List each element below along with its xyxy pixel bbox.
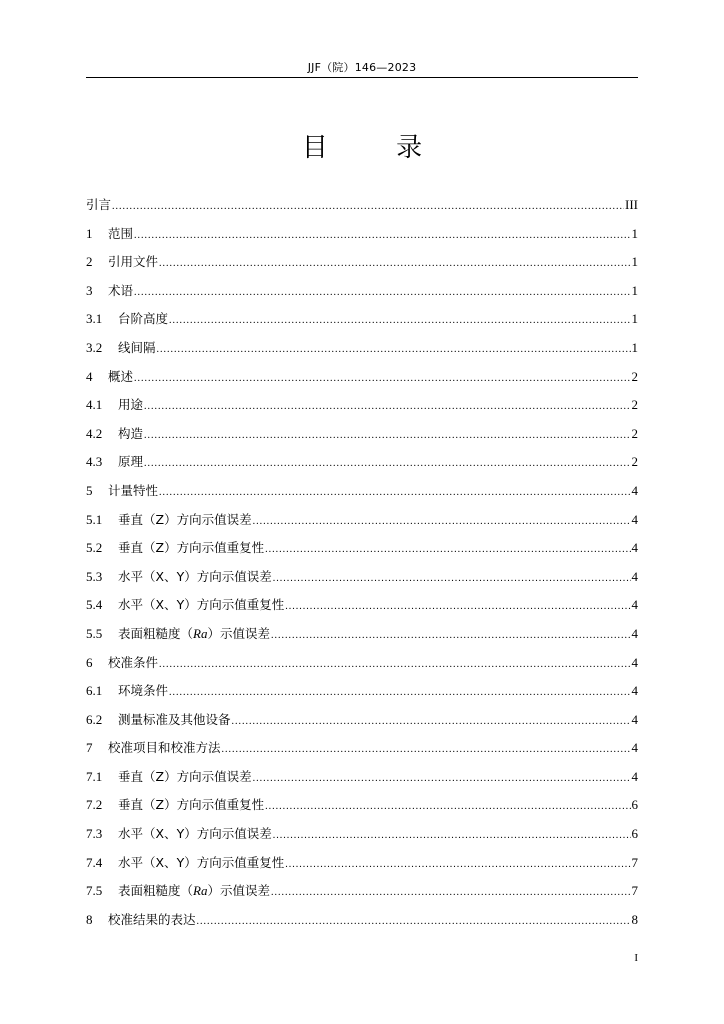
toc-entry-title: 垂直（Z）方向示值重复性 xyxy=(118,540,265,556)
toc-entry-title: 原理 xyxy=(118,454,144,470)
toc-entry-number: 7.5 xyxy=(86,883,103,899)
toc-entry[interactable] xyxy=(86,194,638,223)
toc-entry-page: 1 xyxy=(631,225,638,241)
toc-entry[interactable] xyxy=(86,480,638,509)
toc-entry-page: 2 xyxy=(631,397,638,413)
toc-entry-title: 引用文件 xyxy=(108,254,159,270)
toc-dot-leader xyxy=(222,739,631,761)
toc-entry-page: 8 xyxy=(631,911,638,927)
toc-entry-number: 6.1 xyxy=(86,683,103,699)
toc-entry-title: 引言 xyxy=(86,197,112,212)
toc-dot-leader xyxy=(144,425,630,447)
toc-entry-number: 8 xyxy=(86,911,93,927)
toc-entry[interactable] xyxy=(86,766,638,795)
toc-entry-number: 4.3 xyxy=(86,454,103,470)
toc-entry-page: 4 xyxy=(631,711,638,727)
toc-dot-leader xyxy=(112,196,624,218)
toc-entry-page: 4 xyxy=(631,683,638,699)
toc-entry-title: 水平（X、Y）方向示值误差 xyxy=(118,826,272,842)
toc-entry[interactable] xyxy=(86,308,638,337)
toc-entry-page: 2 xyxy=(631,368,638,384)
toc-entry-number: 5.2 xyxy=(86,540,103,556)
toc-entry[interactable] xyxy=(86,509,638,538)
toc-entry[interactable] xyxy=(86,852,638,881)
toc-entry-page: 2 xyxy=(631,454,638,470)
toc-entry[interactable] xyxy=(86,251,638,280)
toc-entry-page: 4 xyxy=(631,654,638,670)
toc-entry[interactable] xyxy=(86,366,638,395)
toc-entry[interactable] xyxy=(86,566,638,595)
toc-entry-page: 1 xyxy=(631,339,638,355)
toc-entry-title: 水平（X、Y）方向示值重复性 xyxy=(118,854,285,870)
toc-entry[interactable] xyxy=(86,709,638,738)
toc-entry-title: 术语 xyxy=(108,282,134,298)
toc-entry-title: 线间隔 xyxy=(118,339,156,355)
toc-entry-page: 2 xyxy=(631,425,638,441)
toc-entry-number: 7.1 xyxy=(86,768,103,784)
toc-entry[interactable] xyxy=(86,423,638,452)
toc-entry-title: 表面粗糙度（Ra）示值误差 xyxy=(118,883,270,899)
toc-entry-number: 5.3 xyxy=(86,568,103,584)
toc-dot-leader xyxy=(159,654,630,676)
toc-entry-title: 范围 xyxy=(108,225,134,241)
toc-entry-title: 概述 xyxy=(108,368,134,384)
toc-entry-title: 用途 xyxy=(118,397,144,413)
toc-entry-page: 4 xyxy=(631,511,638,527)
toc-entry-page: 1 xyxy=(631,311,638,327)
toc-entry-title: 表面粗糙度（Ra）示值误差 xyxy=(118,625,270,641)
toc-entry[interactable] xyxy=(86,823,638,852)
toc-entry[interactable] xyxy=(86,909,638,938)
toc-entry[interactable] xyxy=(86,594,638,623)
toc-entry-page: 4 xyxy=(631,540,638,556)
toc-entry-title: 测量标准及其他设备 xyxy=(118,711,231,727)
table-of-contents xyxy=(86,194,638,937)
toc-dot-leader xyxy=(285,596,630,618)
toc-entry-number: 4 xyxy=(86,368,93,384)
toc-entry[interactable] xyxy=(86,537,638,566)
toc-entry-title: 校准条件 xyxy=(108,654,159,670)
toc-entry-page: 6 xyxy=(631,797,638,813)
toc-entry-number: 5.5 xyxy=(86,625,103,641)
toc-entry-number: 7.4 xyxy=(86,854,103,870)
toc-dot-leader xyxy=(157,339,631,361)
toc-entry-number: 1 xyxy=(86,225,93,241)
toc-entry-title: 垂直（Z）方向示值误差 xyxy=(118,768,252,784)
toc-entry-number: 6.2 xyxy=(86,711,103,727)
toc-entry-title: 垂直（Z）方向示值重复性 xyxy=(118,797,265,813)
toc-entry-page: 1 xyxy=(631,254,638,270)
toc-entry-number: 4.2 xyxy=(86,425,103,441)
toc-dot-leader xyxy=(271,625,631,647)
toc-entry-number: 2 xyxy=(86,254,93,270)
toc-entry-page: 6 xyxy=(631,826,638,842)
toc-entry-number: 5 xyxy=(86,482,93,498)
toc-entry-page: 4 xyxy=(631,768,638,784)
toc-entry-number: 7 xyxy=(86,740,93,756)
toc-entry-title: 垂直（Z）方向示值误差 xyxy=(118,511,252,527)
toc-dot-leader xyxy=(253,511,631,533)
toc-entry-page: 4 xyxy=(631,568,638,584)
toc-entry-title: 校准项目和校准方法 xyxy=(108,740,221,756)
toc-entry[interactable] xyxy=(86,680,638,709)
toc-entry-number: 7.2 xyxy=(86,797,103,813)
toc-entry-page: 4 xyxy=(631,625,638,641)
toc-entry-title: 水平（X、Y）方向示值误差 xyxy=(118,568,272,584)
toc-dot-leader xyxy=(273,568,631,590)
toc-dot-leader xyxy=(144,453,630,475)
toc-entry-number: 6 xyxy=(86,654,93,670)
toc-entry[interactable] xyxy=(86,337,638,366)
toc-dot-leader xyxy=(169,310,630,332)
toc-entry-number: 3 xyxy=(86,282,93,298)
toc-entry[interactable] xyxy=(86,737,638,766)
toc-entry-number: 7.3 xyxy=(86,826,103,842)
toc-entry-title: 校准结果的表达 xyxy=(108,911,196,927)
toc-entry-title: 计量特性 xyxy=(108,482,159,498)
toc-entry[interactable] xyxy=(86,652,638,681)
toc-dot-leader xyxy=(273,825,631,847)
toc-entry-number: 4.1 xyxy=(86,397,103,413)
toc-entry-page: 4 xyxy=(631,482,638,498)
toc-dot-leader xyxy=(253,768,631,790)
toc-entry-title: 水平（X、Y）方向示值重复性 xyxy=(118,597,285,613)
toc-entry[interactable] xyxy=(86,794,638,823)
toc-entry-page: 4 xyxy=(631,597,638,613)
toc-dot-leader xyxy=(265,539,630,561)
toc-dot-leader xyxy=(144,396,630,418)
toc-entry-page: 7 xyxy=(631,854,638,870)
toc-entry[interactable] xyxy=(86,280,638,309)
toc-dot-leader xyxy=(197,911,631,933)
toc-dot-leader xyxy=(159,253,630,275)
toc-entry-page: 1 xyxy=(631,282,638,298)
toc-dot-leader xyxy=(159,482,630,504)
toc-entry-title: 台阶高度 xyxy=(118,311,169,327)
toc-entry-number: 5.1 xyxy=(86,511,103,527)
toc-entry-number: 5.4 xyxy=(86,597,103,613)
toc-entry-page: 7 xyxy=(631,883,638,899)
toc-entry[interactable] xyxy=(86,394,638,423)
toc-dot-leader xyxy=(169,682,630,704)
toc-dot-leader xyxy=(134,368,630,390)
toc-dot-leader xyxy=(232,711,631,733)
toc-entry[interactable] xyxy=(86,451,638,480)
page-title: 目 录 xyxy=(301,133,453,163)
toc-entry[interactable] xyxy=(86,880,638,909)
toc-dot-leader xyxy=(134,282,630,304)
toc-entry-number: 3.1 xyxy=(86,311,103,327)
toc-entry-page: III xyxy=(625,197,638,212)
toc-entry-title: 环境条件 xyxy=(118,683,169,699)
toc-dot-leader xyxy=(134,225,630,247)
toc-entry[interactable] xyxy=(86,223,638,252)
toc-dot-leader xyxy=(285,854,630,876)
toc-entry-title: 构造 xyxy=(118,425,144,441)
toc-entry-page: 4 xyxy=(631,740,638,756)
page-header-standard-code: JJF（院）146—2023 xyxy=(307,61,417,74)
page-number: I xyxy=(634,952,638,964)
toc-dot-leader xyxy=(271,882,631,904)
toc-entry[interactable] xyxy=(86,623,638,652)
header-rule xyxy=(86,77,638,78)
toc-entry-number: 3.2 xyxy=(86,339,103,355)
toc-dot-leader xyxy=(265,796,630,818)
